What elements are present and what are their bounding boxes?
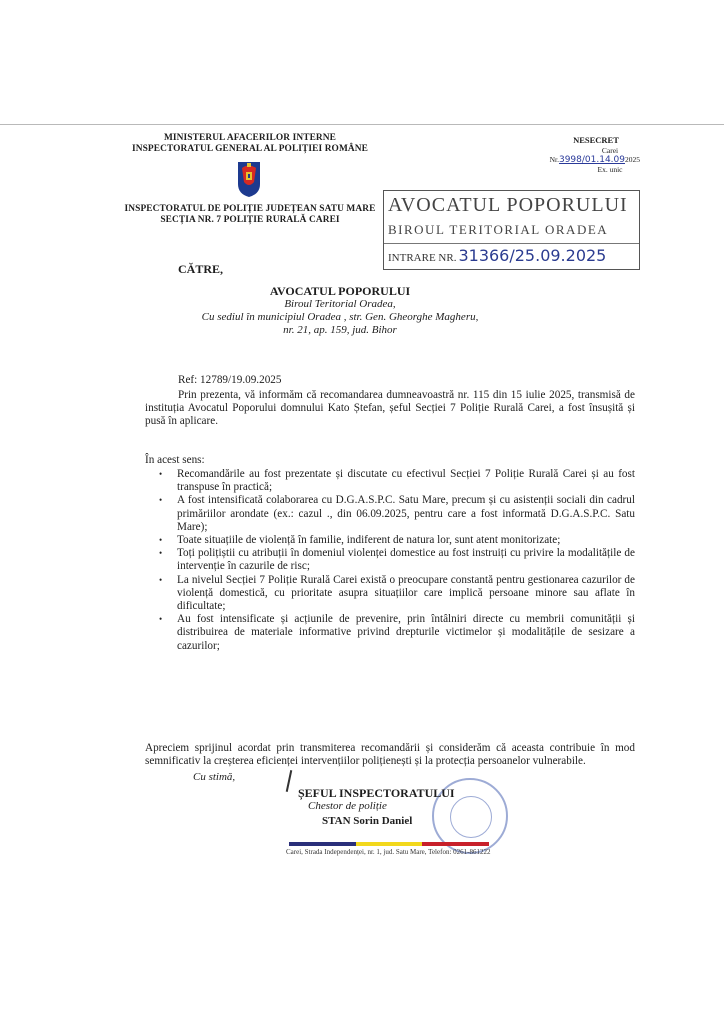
recipient-address (160, 285, 520, 337)
section-name: SECȚIA NR. 7 POLIȚIE RURALĂ CAREI (160, 215, 340, 225)
list-item: • A fost intensificată colaborarea cu D.G.A.S.P.C. Satu Mare, precum și cu asistenții sociali din cadrul primăriilor arondate (ex.: cazul ., din 06.09.2025, pentru care a fost informată D.G.A.S.P.C. Satu Mare); (145, 494, 635, 534)
stamp-institution: AVOCATUL POPORULUI (388, 194, 628, 216)
closing-paragraph: Apreciem sprijinul acordat prin transmiterea recomandării și considerăm că aceasta contribuie în mod semnificativ la creșterea eficienței intervențiilor polițienești și la protecția persoanelor vulnerabile. (145, 742, 635, 768)
recipient-address-line1: Cu sediul în municipiul Oradea , str. Gen. Gheorghe Magheru, (201, 311, 479, 323)
county-inspectorate-name: INSPECTORATUL DE POLIȚIE JUDEȚEAN SATU MARE (124, 204, 376, 214)
recipient-label: CĂTRE, (178, 262, 224, 276)
stamp-entry-line (388, 246, 606, 265)
page-top-rule (0, 124, 724, 125)
list-item: • La nivelul Secției 7 Poliție Rurală Carei există o preocupare constantă pentru gestionarea cazurilor de violență domestică, cu prioritate asupra situațiilor care implică persoane minore sau aflate în dificultate; (145, 574, 635, 614)
recipient-office: Biroul Teritorial Oradea, (284, 298, 396, 310)
registration-year: 2025 (625, 155, 640, 164)
list-intro: În acest sens: (145, 454, 205, 466)
ministry-name: MINISTERUL AFACERILOR INTERNE (163, 133, 337, 143)
signature-mark (286, 770, 293, 792)
classification-label: NESECRET (573, 135, 619, 145)
stamp-entry-number: 31366/25.09.2025 (458, 246, 607, 265)
recipient-address-line2: nr. 21, ap. 159, jud. Bihor (283, 324, 397, 336)
signatory-rank: Chestor de poliție (308, 800, 387, 812)
recipient-name: AVOCATUL POPORULUI (269, 284, 411, 298)
list-item: • Au fost intensificate și acțiunile de prevenire, prin întâlniri directe cu membrii comunității și distribuirea de materiale informative privind drepturile victimelor și modalitățile de sesizare a cazurilor; (145, 613, 635, 653)
signatory-name: STAN Sorin Daniel (322, 815, 413, 827)
stamp-office: BIROUL TERITORIAL ORADEA (388, 222, 609, 237)
measures-list (145, 468, 635, 653)
registration-prefix: Nr. (549, 155, 559, 164)
tricolor-bar (289, 842, 489, 846)
registration-place: Carei (601, 146, 619, 155)
ministry-header (110, 133, 390, 155)
entry-stamp (383, 190, 640, 270)
list-item: • Toate situațiile de violență în familie, indiferent de natura lor, sunt atent monitorizate; (145, 534, 635, 547)
tricolor-yellow (356, 842, 423, 846)
list-item: • Recomandările au fost prezentate și discutate cu efectivul Secției 7 Poliție Rurală Carei și au fost transpuse în practică; (145, 468, 635, 494)
registration-number: 3998/01.14.09 (558, 155, 625, 165)
footer-address: Carei, Strada Independenței, nr. 1, jud. Satu Mare, Telefon: 0261-861222 (286, 848, 491, 856)
tricolor-blue (289, 842, 356, 846)
list-item: • Toți polițiștii cu atribuții în domeniul violenței domestice au fost instruiți cu privire la modalitățile de intervenție în cazurile de risc; (145, 547, 635, 573)
signatory-title: ȘEFUL INSPECTORATULUI (298, 786, 455, 800)
stamp-divider (384, 243, 639, 244)
intro-paragraph: Prin prezenta, vă informăm că recomandarea dumneavoastră nr. 115 din 15 iulie 2025, transmisă de instituția Avocatul Poporului domnului Kato Ștefan, șeful Secției 7 Poliție Rurală Carei, a fost însușită și pusă în aplicare. (145, 389, 635, 428)
tricolor-red (422, 842, 489, 846)
registration-block (540, 146, 640, 174)
inspectorate-general-name: INSPECTORATUL GENERAL AL POLIȚIEI ROMÂNE (132, 144, 368, 154)
unit-header (110, 204, 390, 226)
salutation: Cu stimă, (193, 771, 236, 783)
romanian-coat-of-arms-icon (236, 158, 262, 198)
copy-label: Ex. unic (597, 165, 623, 174)
reference-number: Ref: 12789/19.09.2025 (178, 374, 282, 386)
stamp-entry-label: INTRARE NR. (388, 252, 457, 264)
